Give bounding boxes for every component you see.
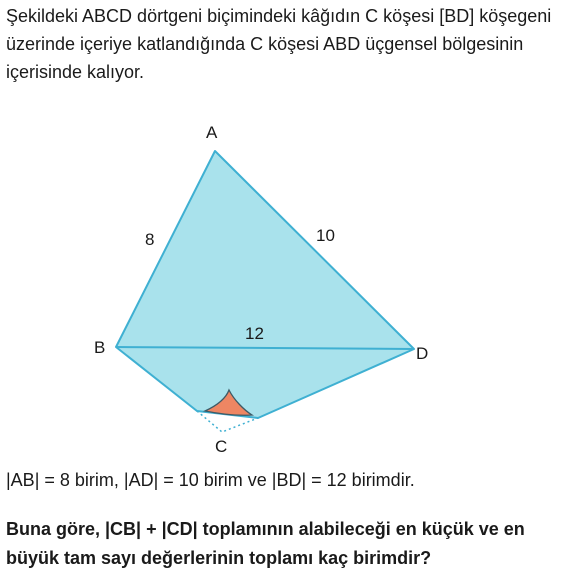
vertex-label-b: B [94,338,106,357]
edge-label-ab: 8 [145,230,155,249]
question-text: Buna göre, |CB| + |CD| toplamının alabileceği en küçük ve en büyük tam sayı değerlerinin toplamı kaç birimdir? [6,519,525,568]
vertex-label-c: C [215,437,228,456]
paper-region [116,151,414,418]
edge-label-bd: 12 [245,324,264,343]
given-lengths: |AB| = 8 birim, |AD| = 10 birim ve |BD| = 12 birimdir. [6,470,415,490]
vertex-label-a: A [206,123,218,142]
edge-label-ad: 10 [316,226,335,245]
problem-intro: Şekildeki ABCD dörtgeni biçimindeki kâğıdın C köşesi [BD] köşegeni üzerinde içeriye katlandığında C köşesi ABD üçgensel bölgesinin içerisinde kalıyor. [6,6,552,82]
vertex-label-d: D [416,344,429,363]
